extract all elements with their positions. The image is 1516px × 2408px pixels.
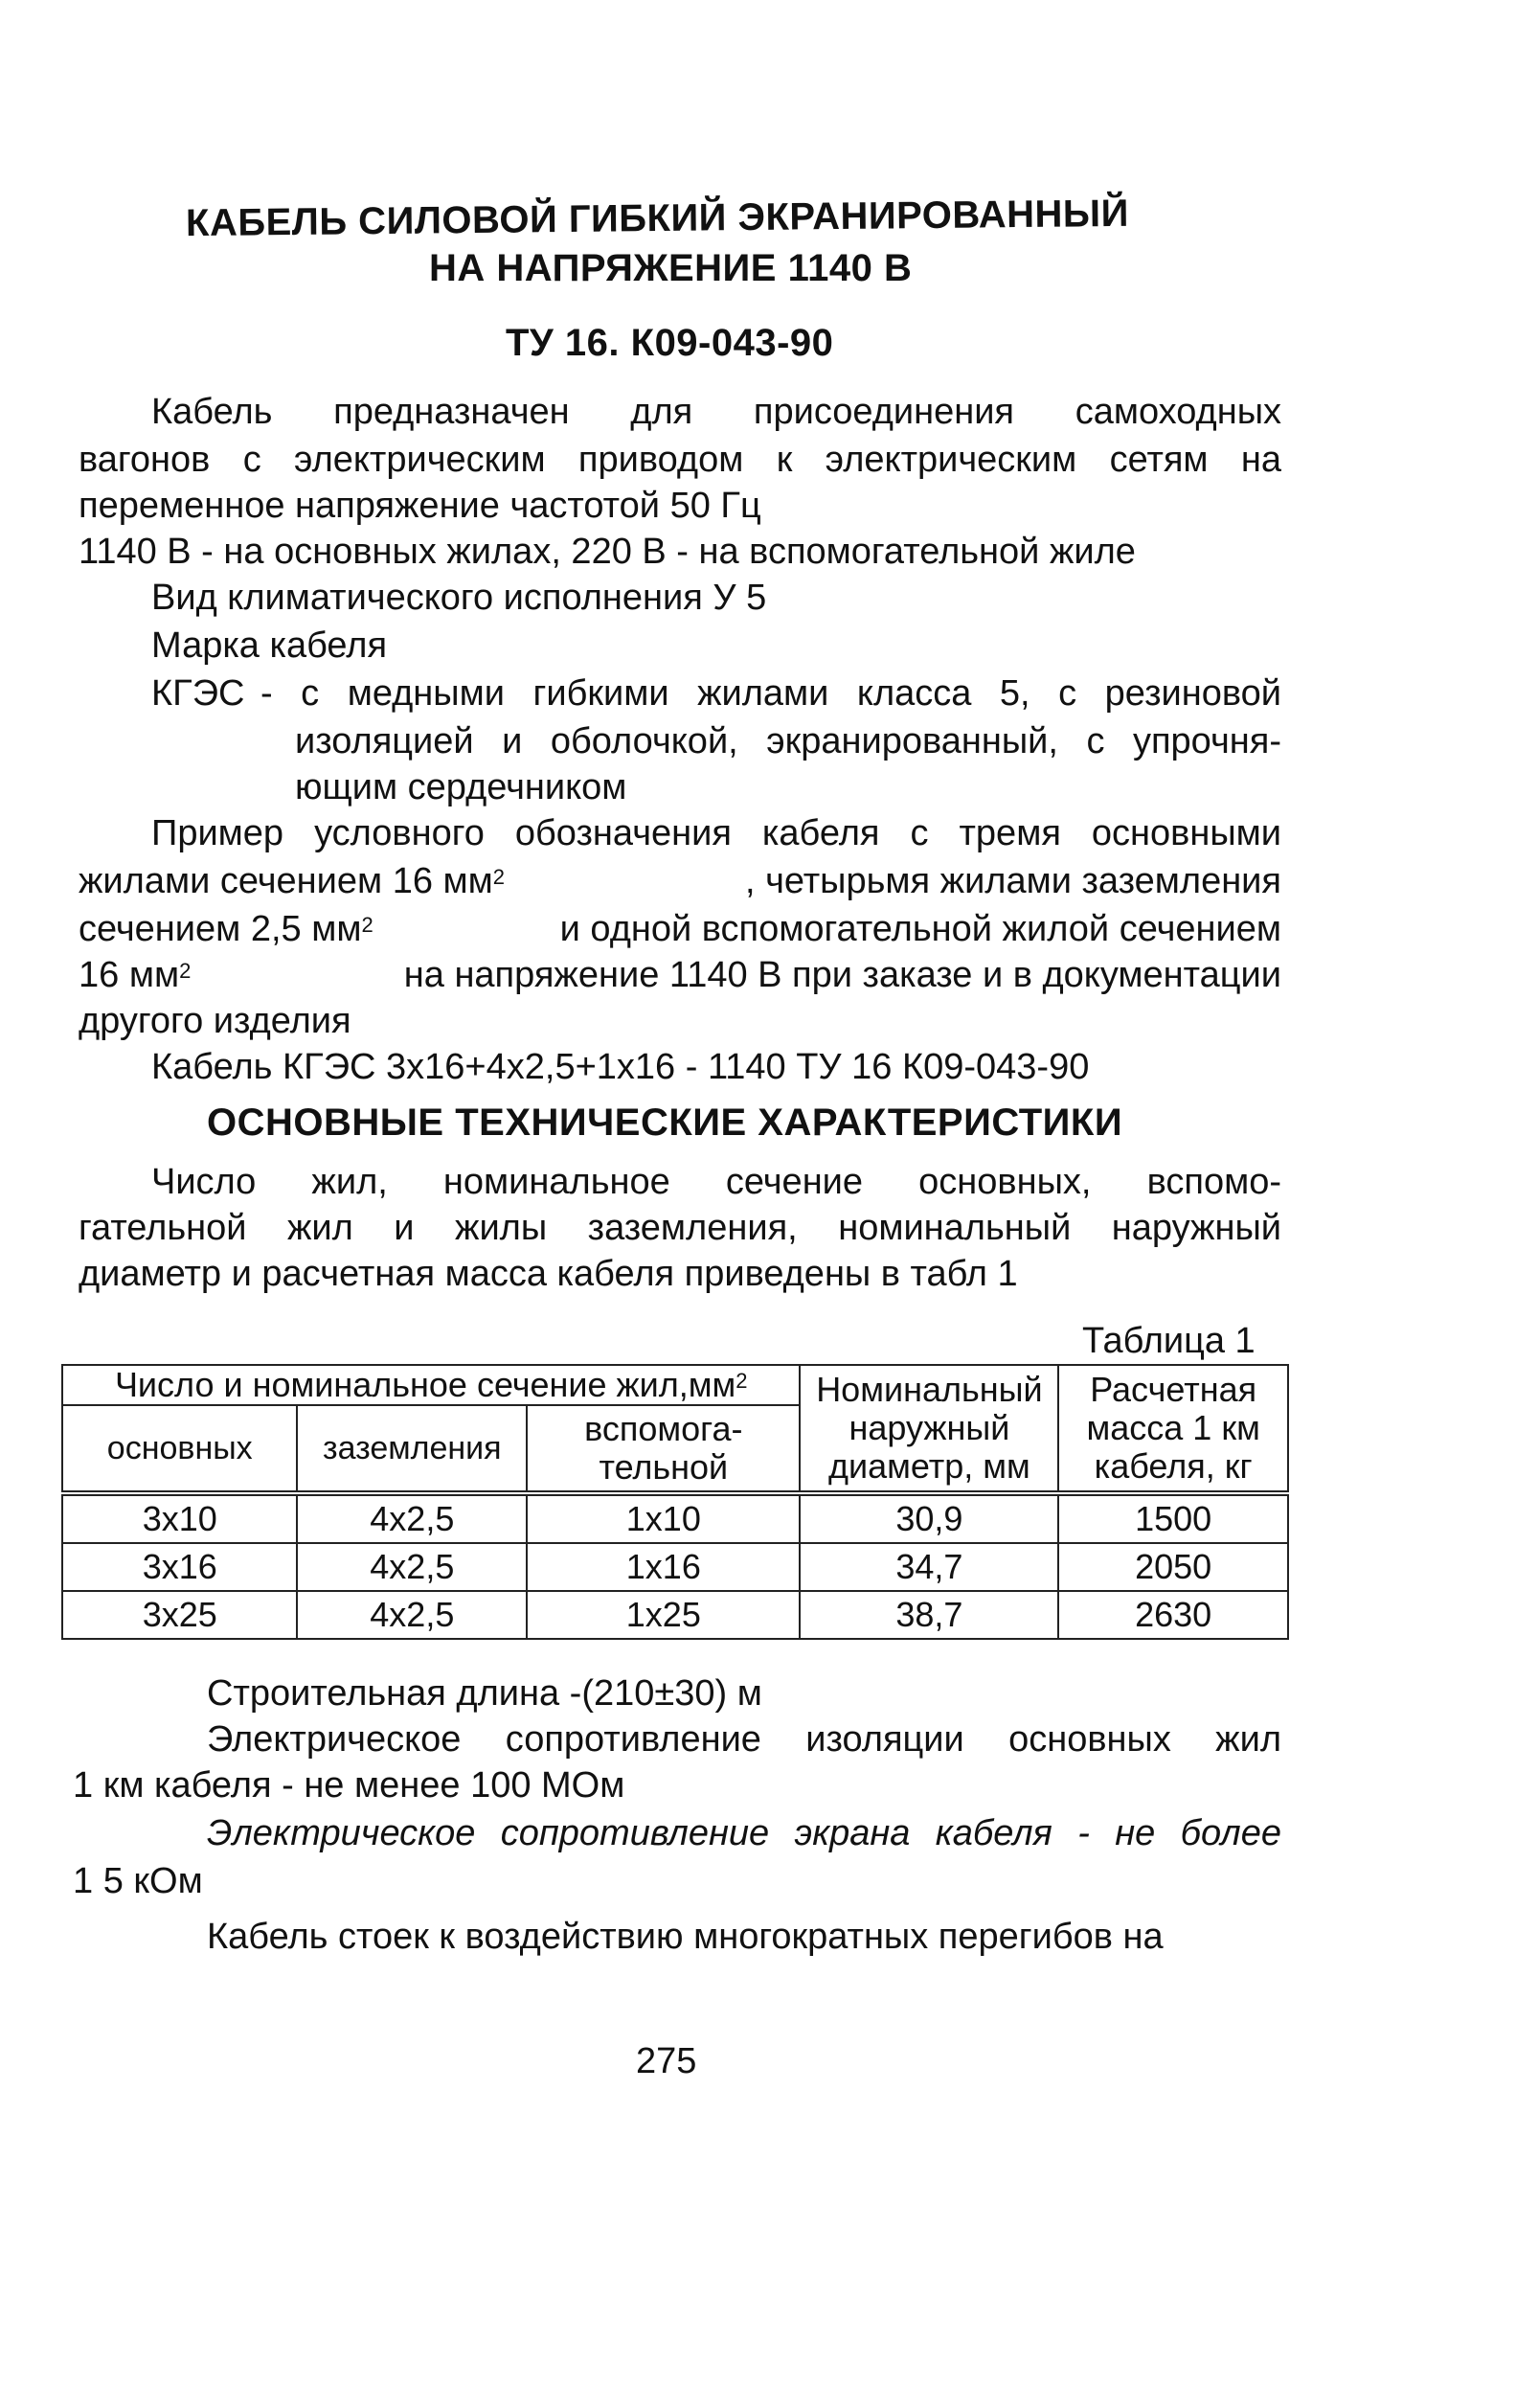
brand-desc-3: ющим сердечником	[295, 767, 627, 807]
example-line-2b: , четырьмя жилами заземления	[744, 861, 1281, 901]
cell-ground: 4х2,5	[297, 1591, 527, 1639]
brand-desc-2: изоляцией и оболочкой, экранированный, с упрочня-	[295, 721, 1281, 761]
brand-code: КГЭС	[151, 673, 245, 714]
superscript: 2	[361, 913, 373, 937]
col-diam-3: диаметр, мм	[828, 1446, 1030, 1486]
col-header-main: основных	[62, 1405, 297, 1493]
screen-resistance-2: 1 5 кОм	[73, 1861, 203, 1901]
insulation-resistance-2: 1 км кабеля - не менее 100 МОм	[73, 1765, 625, 1806]
intro-line-4: 1140 В - на основных жилах, 220 В - на вспомогательной жиле	[79, 532, 1136, 572]
brand-desc-1: - с медными гибкими жилами класса 5, с резиновой	[260, 673, 1281, 714]
col-header-ground: заземления	[297, 1405, 527, 1493]
construction-length: Строительная длина -(210±30) м	[207, 1673, 762, 1714]
intro-line-3: переменное напряжение частотой 50 Гц	[79, 486, 761, 526]
col-diam-2: наружный	[849, 1408, 1010, 1447]
intro-line-1: Кабель предназначен для присоединения самоходных	[151, 392, 1281, 432]
cell-mass: 2630	[1058, 1591, 1288, 1639]
col-header-diameter	[800, 1365, 1058, 1493]
screen-resistance-1: Электрическое сопротивление экрана кабеля - не более	[207, 1813, 1281, 1853]
intro-line-2: вагонов с электрическим приводом к электрическим сетям на	[79, 440, 1281, 480]
cell-aux: 1х16	[527, 1543, 800, 1591]
table-caption: Таблица 1	[1082, 1321, 1256, 1361]
cell-mass: 2050	[1058, 1543, 1288, 1591]
cell-mass: 1500	[1058, 1493, 1288, 1543]
example-line-1: Пример условного обозначения кабеля с тремя основными	[151, 813, 1281, 853]
section-heading: ОСНОВНЫЕ ТЕХНИЧЕСКИЕ ХАРАКТЕРИСТИКИ	[207, 1102, 1123, 1144]
spec-table	[61, 1364, 1289, 1640]
cell-diameter: 30,9	[800, 1493, 1058, 1543]
example-line-3b: и одной вспомогательной жилой сечением	[559, 909, 1281, 949]
superscript: 2	[179, 959, 192, 983]
col-aux-2: тельной	[599, 1447, 729, 1487]
col-mass-2: масса 1 км	[1086, 1408, 1260, 1447]
page-number: 275	[636, 2041, 697, 2081]
cell-diameter: 38,7	[800, 1591, 1058, 1639]
section-line-1: Число жил, номинальное сечение основных, вспомо-	[151, 1162, 1281, 1202]
example-line-3a: сечением 2,5 мм	[79, 909, 362, 949]
title-line-1: КАБЕЛЬ СИЛОВОЙ ГИБКИЙ ЭКРАНИРОВАННЫЙ	[185, 192, 1130, 245]
cell-main: 3х16	[62, 1543, 297, 1591]
example-line-4	[79, 952, 1281, 998]
table-group-header	[62, 1365, 800, 1405]
example-line-4b: на напряжение 1140 В при заказе и в документации	[403, 955, 1281, 995]
example-line-4a: 16 мм	[79, 955, 180, 995]
table-row	[62, 1591, 1288, 1639]
insulation-resistance-1: Электрическое сопротивление изоляции основных жил	[207, 1719, 1281, 1760]
spec-number: ТУ 16. К09-043-90	[506, 322, 834, 364]
cell-ground: 4х2,5	[297, 1493, 527, 1543]
section-line-2: гательной жил и жилы заземления, номинальный наружный	[79, 1208, 1281, 1248]
example-line-3	[79, 906, 1281, 952]
col-mass-3: кабеля, кг	[1094, 1446, 1253, 1486]
group-header-text: Число и номинальное сечение жил,мм	[114, 1365, 736, 1404]
title-line-2: НА НАПРЯЖЕНИЕ 1140 В	[429, 247, 913, 289]
bending-resistance: Кабель стоек к воздействию многократных перегибов на	[207, 1917, 1164, 1957]
example-line-5: другого изделия	[79, 1001, 351, 1041]
cell-aux: 1х10	[527, 1493, 800, 1543]
superscript: 2	[735, 1369, 748, 1393]
table-row	[62, 1493, 1288, 1543]
designation-example: Кабель КГЭС 3х16+4х2,5+1х16 - 1140 ТУ 16 К09-043-90	[151, 1047, 1090, 1087]
cell-aux: 1х25	[527, 1591, 800, 1639]
cell-diameter: 34,7	[800, 1543, 1058, 1591]
climate-version: Вид климатического исполнения У 5	[151, 578, 767, 618]
section-line-3: диаметр и расчетная масса кабеля приведены в табл 1	[79, 1254, 1018, 1294]
cell-main: 3х10	[62, 1493, 297, 1543]
example-line-2a: жилами сечением 16 мм	[79, 861, 493, 901]
col-diam-1: Номинальный	[816, 1370, 1043, 1409]
col-mass-1: Расчетная	[1090, 1370, 1257, 1409]
brand-label: Марка кабеля	[151, 625, 388, 666]
superscript: 2	[492, 865, 506, 889]
col-header-aux	[527, 1405, 800, 1493]
cell-main: 3х25	[62, 1591, 297, 1639]
example-line-2	[79, 858, 1281, 904]
cell-ground: 4х2,5	[297, 1543, 527, 1591]
table-row	[62, 1543, 1288, 1591]
col-header-mass	[1058, 1365, 1288, 1493]
col-aux-1: вспомога-	[584, 1409, 743, 1448]
